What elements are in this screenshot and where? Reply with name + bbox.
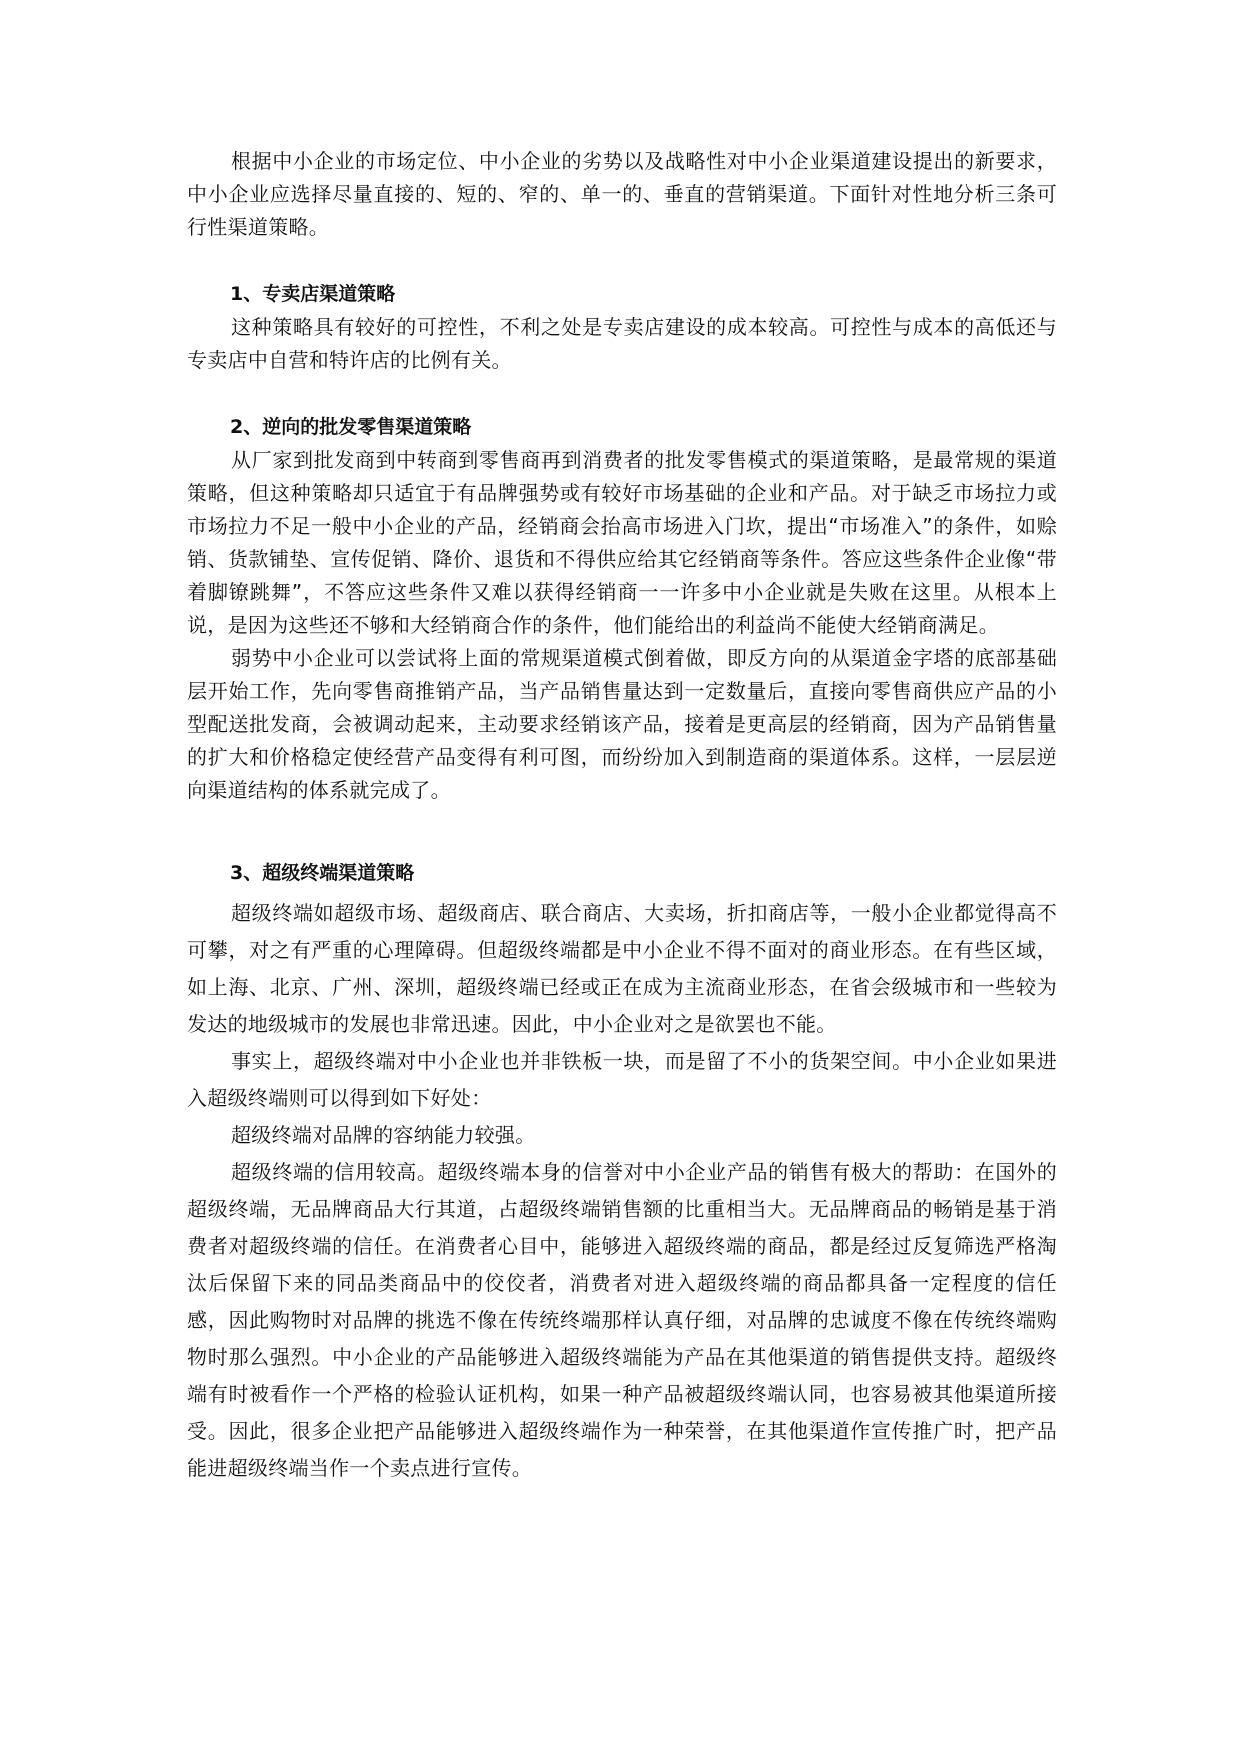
section-2-heading: 2、逆向的批发零售渠道策略 — [230, 416, 472, 438]
section-1 — [187, 278, 1057, 377]
section-3-heading: 3、超级终端渠道策略 — [230, 862, 415, 884]
document-body — [187, 145, 1057, 1487]
section-1-heading: 1、专卖店渠道策略 — [230, 283, 396, 305]
section-3-paragraph-1: 超级终端如超级市场、超级商店、联合商店、大卖场，折扣商店等，一般小企业都觉得高不可攀，对之有严重的心理障碍。但超级终端都是中小企业不得不面对的商业形态。在有些区域，如上海、北京、广州、深圳，超级终端已经或正在成为主流商业形态，在省会级城市和一些较为发达的地级城市的发展也非常迅速。因此，中小企业对之是欲罢也不能。 — [187, 901, 1057, 1036]
section-2 — [187, 411, 1057, 807]
intro-paragraph: 根据中小企业的市场定位、中小企业的劣势以及战略性对中小企业渠道建设提出的新要求，中小企业应选择尽量直接的、短的、窄的、单一的、垂直的营销渠道。下面针对性地分析三条可行性渠道策略。 — [187, 149, 1057, 239]
section-3 — [187, 857, 1057, 1487]
section-1-paragraph-1: 这种策略具有较好的可控性，不利之处是专卖店建设的成本较高。可控性与成本的高低还与专卖店中自营和特许店的比例有关。 — [187, 315, 1057, 372]
section-3-paragraph-4: 超级终端的信用较高。超级终端本身的信誉对中小企业产品的销售有极大的帮助：在国外的超级终端，无品牌商品大行其道，占超级终端销售额的比重相当大。无品牌商品的畅销是基于消费者对超级终端的信任。在消费者心目中，能够进入超级终端的商品，都是经过反复筛选严格淘汰后保留下来的同品类商品中的佼佼者，消费者对进入超级终端的商品都具备一定程度的信任感，因此购物时对品牌的挑选不像在传统终端那样认真仔细，对品牌的忠诚度不像在传统终端购物时那么强烈。中小企业的产品能够进入超级终端能为产品在其他渠道的销售提供支持。超级终端有时被看作一个严格的检验认证机构，如果一种产品被超级终端认同，也容易被其他渠道所接受。因此，很多企业把产品能够进入超级终端作为一种荣誉，在其他渠道作宣传推广时，把产品能进超级终端当作一个卖点进行宣传。 — [187, 1160, 1057, 1480]
section-3-paragraph-2: 事实上，超级终端对中小企业也并非铁板一块，而是留了不小的货架空间。中小企业如果进入超级终端则可以得到如下好处： — [187, 1049, 1057, 1110]
section-2-paragraph-2: 弱势中小企业可以尝试将上面的常规渠道模式倒着做，即反方向的从渠道金字塔的底部基础层开始工作，先向零售商推销产品，当产品销售量达到一定数量后，直接向零售商供应产品的小型配送批发商，会被调动起来，主动要求经销该产品，接着是更高层的经销商，因为产品销售量的扩大和价格稳定使经营产品变得有利可图，而纷纷加入到制造商的渠道体系。这样，一层层逆向渠道结构的体系就完成了。 — [187, 646, 1057, 802]
section-3-paragraph-3: 超级终端对品牌的容纳能力较强。 — [231, 1123, 536, 1147]
section-2-paragraph-1: 从厂家到批发商到中转商到零售商再到消费者的批发零售模式的渠道策略，是最常规的渠道策略，但这种策略却只适宜于有品牌强势或有较好市场基础的企业和产品。对于缺乏市场拉力或市场拉力不足一般中小企业的产品，经销商会抬高市场进入门坎，提出“市场准入”的条件，如赊销、货款铺垫、宣传促销、降价、退货和不得供应给其它经销商等条件。答应这些条件企业像“带着脚镣跳舞”，不答应这些条件又难以获得经销商一一许多中小企业就是失败在这里。从根本上说，是因为这些还不够和大经销商合作的条件，他们能给出的利益尚不能使大经销商满足。 — [187, 448, 1057, 637]
